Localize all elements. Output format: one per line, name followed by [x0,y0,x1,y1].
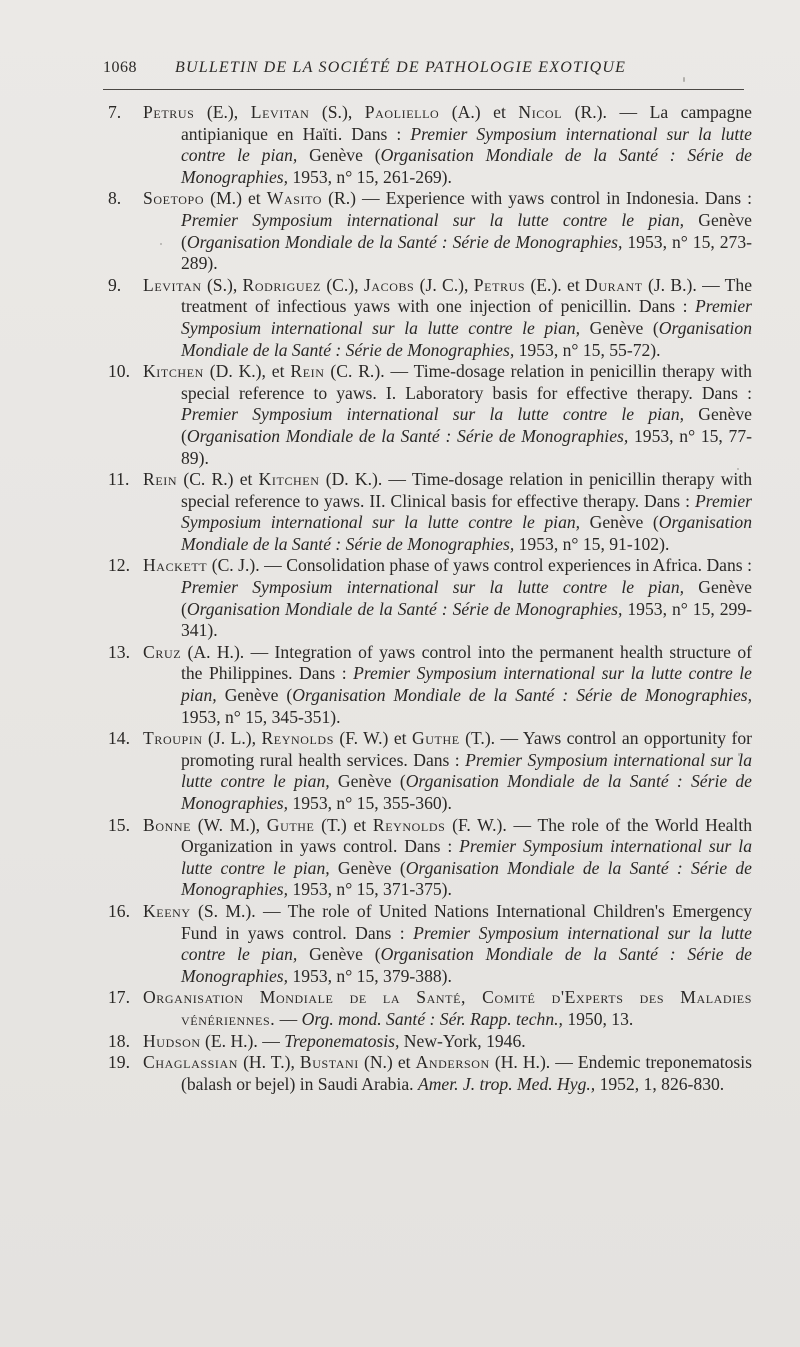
scan-speck [737,468,739,470]
author-initials: (R.). [562,102,607,122]
reference-place: Genève ( [329,857,406,878]
reference-place: Genève ( [329,771,406,792]
reference-number: 16. [108,900,130,921]
scan-speck [683,77,685,82]
author-name: Hackett [143,555,208,576]
author-name: Durant [585,274,643,295]
author-initials: (C. J.). [207,555,260,576]
author-name: Nicol [518,102,563,122]
reference-title: — [275,1008,302,1029]
reference-entry [108,555,752,641]
reference-citation: 1950, 13. [562,1008,634,1029]
author-name: Petrus [473,274,526,295]
reference-number: 19. [108,1052,130,1073]
author-name: Rodriguez [242,274,322,295]
reference-source: Premier Symposium international sur la lutte contre le pian, [181,663,752,706]
header-rule [103,89,744,90]
reference-source: Treponematosis, [284,1030,400,1051]
author-initials: (J. B.). [642,274,697,295]
reference-place: Genève ( [181,577,752,619]
author-name: Hudson [143,1030,201,1051]
reference-citation: New-York, 1946. [399,1030,526,1051]
author-name: Rein [290,361,325,382]
reference-source: Premier Symposium international sur la lutte contre le pian, [181,209,685,230]
reference-citation: 1953, n° 15, 371-375). [288,879,452,900]
author-name: Chaglassian [143,1052,239,1073]
reference-citation: 1953, n° 15, 355-360). [288,793,452,813]
reference-number: 14. [108,728,130,749]
author-initials: (S. M.). [190,900,256,921]
reference-title: — The role of United Nations International Children's Emergency Fund in yaws control. Dans : [181,900,752,943]
reference-entry [108,1052,752,1095]
reference-place: Genève ( [181,209,752,252]
reference-source: Premier Symposium international sur la lutte contre le pian, [181,490,752,533]
reference-publisher: Organisation Mondiale de la Santé : Série de Monographies, [186,425,629,446]
author-initials: (E.). et [525,274,586,295]
reference-title: — Endemic treponematosis (balash or bejel) in Saudi Arabia. [181,1052,753,1094]
reference-publisher: Organisation Mondiale de la Santé : Série de Monographies, [186,598,623,619]
reference-number: 15. [108,814,130,835]
reference-entry [108,361,752,469]
reference-number: 11. [108,469,130,490]
author-name: Kitchen [258,469,320,490]
reference-citation: 1953, n° 15, 345-351). [181,706,341,727]
author-initials: (J. L.), [202,728,262,749]
reference-title: — Yaws control an opportunity for promoting rural health services. Dans : [181,728,752,770]
author-initials: (C.), [321,274,364,295]
reference-place: Genève ( [216,685,293,706]
author-name: Levitan [250,102,310,122]
scan-speck [738,753,740,756]
reference-publisher: Organisation Mondiale de la Santé : Série de Monographies, [181,317,752,360]
scan-speck [160,243,162,245]
reference-entry [108,275,752,361]
reference-number: 9. [108,274,122,295]
author-initials: (H. H.). [489,1052,551,1073]
author-name: Jacobs [363,274,415,295]
reference-title: — La campagne antipianique en Haïti. Dans : [181,102,752,144]
author-initials: (D. K.), et [203,361,291,382]
reference-entry [108,102,752,188]
reference-number: 13. [108,641,130,662]
author-initials: (E. H.). [200,1030,258,1051]
author-initials: (F. W.). [445,814,507,835]
reference-source: Premier Symposium international sur la lutte contre le pian, [181,836,752,878]
reference-publisher: Organisation Mondiale de la Santé : Série de Monographies, [181,857,752,900]
reference-publisher: Organisation Mondiale de la Santé : Série de Monographies, [181,145,752,187]
reference-number: 17. [108,987,130,1008]
author-initials: (T.) et [314,814,373,835]
reference-number: 8. [108,188,122,209]
reference-publisher: Organisation Mondiale de la Santé : Série de Monographies, [181,944,752,986]
author-initials: (A. H.). [181,641,245,662]
author-name: Reynolds [372,814,446,835]
author-name: Soetopo [143,188,205,209]
reference-citation: 1953, n° 15, 55-72). [514,339,661,360]
page-header [103,59,743,85]
reference-place: Genève ( [297,145,381,166]
reference-title: — Integration of yaws control into the permanent health structure of the Philippines. Dans : [181,641,752,684]
reference-publisher: Organisation Mondiale de la Santé : Série de Monographies, [181,512,752,554]
reference-place: Genève ( [580,512,659,533]
reference-source: Org. mond. Santé : Sér. Rapp. techn., [301,1008,563,1029]
author-name: Reynolds [261,728,334,749]
page-number: 1068 [103,59,137,76]
author-initials: (W. M.), [191,814,267,835]
author-initials: (S.), [309,102,365,122]
reference-title: — Time-dosage relation in penicillin therapy with special reference to yaws. I. Laboratory basis for effective therapy. Dans : [181,361,752,403]
author-initials: (R.) [322,188,356,209]
reference-entry [108,642,752,728]
author-initials: (S.), [201,274,243,295]
reference-citation: 1953, n° 15, 91-102). [514,533,670,554]
reference-title: — Consolidation phase of yaws control experiences in Africa. Dans : [259,555,752,576]
reference-citation: 1952, 1, 826-830. [595,1073,725,1094]
author-name: Petrus [143,102,195,122]
reference-list [108,102,752,1095]
reference-entry [108,188,752,274]
reference-source: Premier Symposium international sur la lutte contre le pian, [181,922,752,965]
author-name: Guthe [411,728,460,749]
reference-source: Premier Symposium international sur la lutte contre le pian, [181,749,752,792]
reference-citation: 1953, n° 15, 379-388). [288,965,452,986]
reference-publisher: Organisation Mondiale de la Santé : Série de Monographies, [292,685,752,706]
reference-entry [108,815,752,901]
reference-title: — Experience with yaws control in Indonesia. Dans : [355,188,753,209]
reference-citation: 1953, n° 15, 299-341). [181,598,752,641]
author-name: Cruz [143,641,182,662]
reference-number: 18. [108,1030,130,1051]
reference-source: Amer. J. trop. Med. Hyg., [417,1073,596,1094]
author-name: Bustani [299,1052,359,1073]
reference-citation: 1953, n° 15, 261-269). [288,166,452,187]
author-initials: (H. T.), [238,1052,300,1073]
author-initials: (C. R.). [324,361,385,382]
reference-entry [108,728,752,814]
reference-entry [108,901,752,987]
author-initials: (A.) et [439,102,519,122]
reference-title: — Time-dosage relation in penicillin therapy with special reference to yaws. II. Clinical basis for effective therapy. Dans : [181,469,752,511]
author-initials: (D. K.). [319,469,383,490]
reference-entry [108,469,752,555]
reference-title: — [257,1030,285,1051]
reference-number: 12. [108,555,130,576]
reference-source: Premier Symposium international sur la lutte contre le pian, [181,577,685,598]
reference-citation: 1953, n° 15, 77-89). [181,425,752,468]
author-initials: (E.), [194,102,251,122]
author-name: Rein [143,469,178,490]
author-name: Paoliello [364,102,440,122]
author-name: Guthe [266,814,315,835]
reference-source: Premier Symposium international sur la lutte contre le pian, [181,404,685,425]
author-name: Anderson [415,1052,490,1073]
reference-number: 7. [108,102,122,122]
author-initials: (M.) et [204,188,267,209]
author-name: Bonne [143,814,192,835]
reference-title: — The treatment of infectious yaws with one injection of penicillin. Dans : [181,274,752,317]
reference-entry [108,1031,752,1053]
reference-place: Genève ( [181,404,752,446]
reference-source: Premier Symposium international sur la lutte contre le pian, [181,123,752,166]
reference-entry [108,987,752,1030]
author-initials: (F. W.) et [333,728,412,749]
running-head: BULLETIN DE LA SOCIÉTÉ DE PATHOLOGIE EXOTIQUE [175,59,627,76]
author-name: Troupin [143,728,203,749]
author-name: Organisation Mondiale de la Santé, Comité d'Experts des Maladies vénériennes. [143,987,752,1029]
reference-title: — The role of the World Health Organization in yaws control. Dans : [181,814,753,857]
author-initials: (C. R.) et [177,469,259,490]
reference-place: Genève ( [580,317,659,338]
reference-number: 10. [108,361,130,382]
author-name: Wasito [266,188,323,209]
author-name: Levitan [143,274,202,295]
author-name: Keeny [143,900,191,921]
reference-publisher: Organisation Mondiale de la Santé : Série de Monographies, [186,231,623,252]
author-initials: (J. C.), [414,274,474,295]
reference-source: Premier Symposium international sur la lutte contre le pian, [181,296,752,338]
author-name: Kitchen [143,361,204,382]
author-initials: (N.) et [358,1052,416,1073]
reference-citation: 1953, n° 15, 273-289). [181,231,752,274]
reference-place: Genève ( [297,944,381,965]
reference-publisher: Organisation Mondiale de la Santé : Série de Monographies, [181,771,752,813]
author-initials: (T.). [459,728,496,749]
